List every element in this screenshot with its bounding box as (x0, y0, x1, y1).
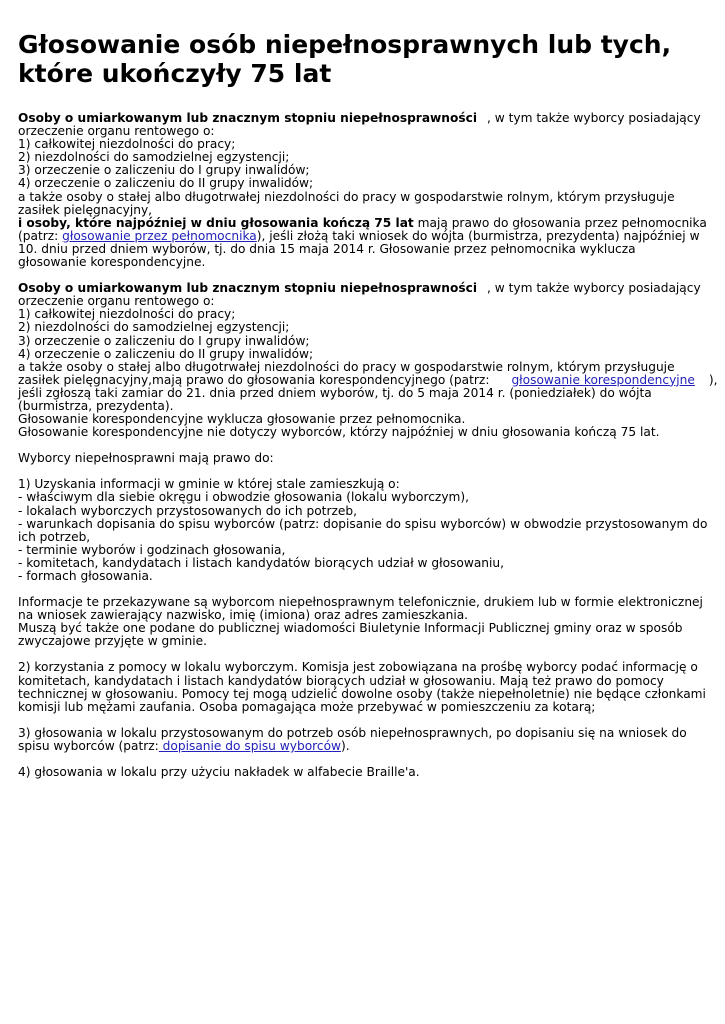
section2-lead-rest: , w tym także wyborcy posiadający (487, 281, 701, 296)
right2-line: komisji lub mężami zaufania. Osoba pomagająca może przebywać w pomieszczeniu za kotarą; (18, 699, 596, 714)
section1-deadline: 10. dniu przed dniem wyborów, tj. do dnia 15 maja 2014 r. Głosowanie przez pełnomocnika wyklucza (18, 241, 636, 256)
section1-item-2: 2) niezdolności do samodzielnej egzystencji; (18, 150, 290, 165)
section1-lead-rest: , w tym także wyborcy posiadający (487, 111, 701, 125)
right1-item: - warunkach dopisania do spisu wyborców (patrz: dopisanie do spisu wyborców) w obwodzie przystosowanym do (18, 516, 708, 531)
right3-line1: 3) głosowania w lokalu przystosowanym do potrzeb osób niepełnosprawnych, po dopisaniu się na wniosek do (18, 725, 687, 740)
right4-text: 4) głosowania w lokalu przy użyciu nakładek w alfabecie Braille'a. (18, 765, 420, 780)
right1-item: - terminie wyborów i godzinach głosowania, (18, 542, 286, 557)
link-proxy-voting[interactable]: głosowanie przez pełnomocnika (62, 228, 257, 243)
section-proxy-voting (18, 112, 710, 269)
right3-post: ). (341, 738, 350, 753)
rights-intro (18, 452, 710, 465)
section2-also-line2-pre: zasiłek pielęgnacyjny,mają prawo do głosowania korespondencyjnego (patrz: (18, 372, 490, 387)
section-correspondence-voting (18, 281, 718, 440)
section2-also-line2-post: ), (708, 372, 718, 387)
page-title-line-1: Głosowanie osób niepełnosprawnych lub tych, (18, 30, 672, 59)
link-correspondence-voting[interactable]: głosowanie korespondencyjne (511, 372, 695, 387)
right2-line: 2) korzystania z pomocy w lokalu wyborczym. Komisja jest zobowiązana na prośbę wyborcy podać informację o (18, 660, 698, 675)
page-title (18, 30, 710, 88)
link-voter-register[interactable]: dopisanie do spisu wyborców (158, 738, 342, 753)
section2-also-line1: a także osoby o stałej albo długotrwałej niezdolności do pracy w gospodarstwie rolnym, którym przysługuje (18, 359, 675, 374)
section2-lead-bold: Osoby o umiarkowanym lub znacznym stopniu niepełnosprawności (18, 281, 478, 296)
section2-deadline: jeśli zgłoszą taki zamiar do 21. dnia przed dniem wyborów, tj. do 5 maja 2014 r. (poniedziałek) do wójta (18, 385, 652, 400)
page-header (18, 30, 710, 88)
section2-exclusion-2: Głosowanie korespondencyjne nie dotyczy wyborców, którzy najpóźniej w dniu głosowania kończą 75 lat. (18, 425, 660, 440)
right-1-information (18, 478, 710, 583)
section2-item-3: 3) orzeczenie o zaliczeniu do I grupy inwalidów; (18, 333, 310, 348)
section2-also-line2 (18, 372, 718, 387)
section1-exclusion: głosowanie korespondencyjne. (18, 255, 206, 270)
section1-line2: orzeczenie organu rentowego o: (18, 124, 215, 139)
section1-age-bold: i osoby, które najpóźniej w dniu głosowania kończą 75 lat (18, 215, 414, 230)
right1-item: ich potrzeb, (18, 529, 91, 544)
section1-age-rest: mają prawo do głosowania przez pełnomocnika (413, 215, 707, 230)
right2-line: technicznej w głosowaniu. Pomocy tej mogą udzielić dowolne osoby (także niepełnoletnie) nie będące członkami (18, 686, 706, 701)
section1-item-1: 1) całkowitej niezdolności do pracy; (18, 137, 236, 152)
right-3-adapted-station (18, 727, 710, 753)
right1-item: - komitetach, kandydatach i listach kandydatów biorących udział w głosowaniu, (18, 555, 505, 570)
section1-patrz-pre: (patrz: (18, 228, 63, 243)
section1-patrz-line (18, 230, 710, 243)
right3-line2 (18, 740, 710, 753)
right1-head: 1) Uzyskania informacji w gminie w której stale zamieszkują o: (18, 477, 400, 492)
section1-also-line1: a także osoby o stałej albo długotrwałej niezdolności do pracy w gospodarstwie rolnym, którym przysługuje (18, 189, 675, 204)
info-line: na wniosek zawierający nazwisko, imię (imiona) oraz adres zamieszkania. (18, 608, 469, 623)
right3-pre: spisu wyborców (patrz: (18, 738, 159, 753)
info-line: zwyczajowe przyjęte w gminie. (18, 634, 208, 649)
right1-item: - lokalach wyborczych przystosowanych do ich potrzeb, (18, 503, 357, 518)
section1-item-4: 4) orzeczenie o zaliczeniu do II grupy inwalidów; (18, 176, 314, 191)
right-4-braille (18, 766, 710, 779)
section2-exclusion-1: Głosowanie korespondencyjne wyklucza głosowanie przez pełnomocnika. (18, 412, 466, 427)
section2-item-1: 1) całkowitej niezdolności do pracy; (18, 307, 236, 322)
section1-item-3: 3) orzeczenie o zaliczeniu do I grupy inwalidów; (18, 163, 310, 178)
info-line: Informacje te przekazywane są wyborcom niepełnosprawnym telefonicznie, drukiem lub w formie elektronicznej (18, 595, 703, 610)
section2-office: (burmistrza, prezydenta). (18, 398, 174, 413)
section2-line2: orzeczenie organu rentowego o: (18, 294, 215, 309)
right2-line: komitetach, kandydatach i listach kandydatów biorących udział w głosowaniu. Mają też prawo do pomocy (18, 673, 664, 688)
page-title-line-2: które ukończyły 75 lat (18, 59, 332, 88)
right1-item: - formach głosowania. (18, 569, 153, 583)
section2-item-4: 4) orzeczenie o zaliczeniu do II grupy inwalidów; (18, 346, 314, 361)
section2-item-2: 2) niezdolności do samodzielnej egzystencji; (18, 320, 290, 335)
info-line: Muszą być także one podane do publicznej wiadomości Biuletynie Informacji Publicznej gminy oraz w sposób (18, 621, 683, 636)
article-body (18, 111, 718, 792)
info-paragraph (18, 596, 710, 648)
rights-intro-text: Wyborcy niepełnosprawni mają prawo do: (18, 451, 274, 466)
section1-patrz-post: ), jeśli złożą taki wniosek do wójta (burmistrza, prezydenta) najpóźniej w (256, 228, 700, 243)
right-2-assistance (18, 661, 710, 713)
section1-lead-bold: Osoby o umiarkowanym lub znacznym stopniu niepełnosprawności (18, 111, 478, 125)
section1-also-line2: zasiłek pielęgnacyjny, (18, 202, 153, 217)
right1-item: - właściwym dla siebie okręgu i obwodzie głosowania (lokalu wyborczym), (18, 490, 470, 505)
